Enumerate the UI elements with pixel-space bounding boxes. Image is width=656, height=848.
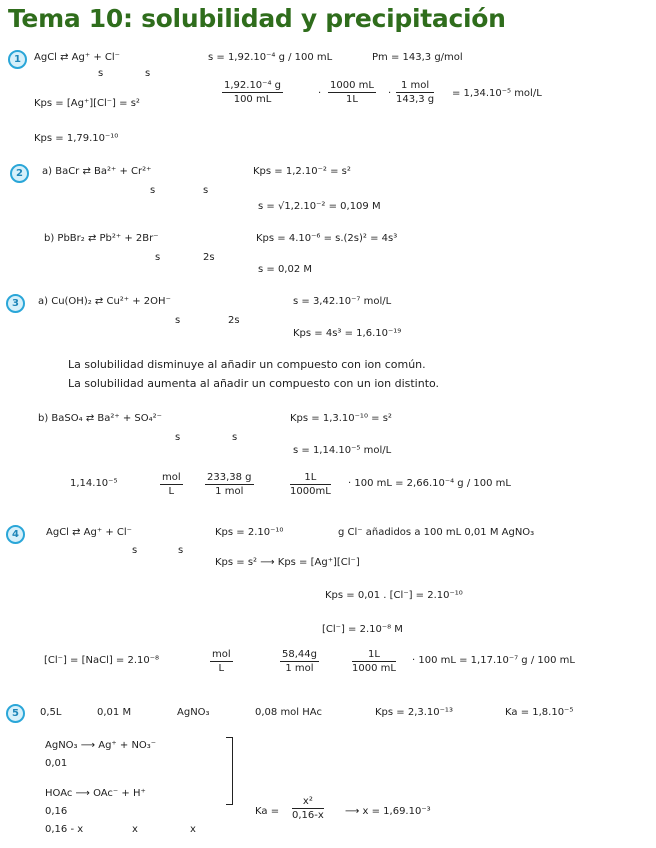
numerator: 1L (352, 649, 396, 662)
solubility: s = 3,42.10⁻⁷ mol/L (293, 296, 392, 307)
stoich: s (155, 252, 161, 263)
stoich: s (175, 432, 181, 443)
dot: · (388, 88, 392, 99)
conversion-result: · 100 mL = 2,66.10⁻⁴ g / 100 mL (348, 478, 511, 489)
numerator: 58,44g (282, 649, 317, 660)
denominator: L (168, 486, 175, 497)
fraction (210, 649, 233, 674)
reaction: HOAc ⟶ OAc⁻ + H⁺ (45, 788, 146, 799)
fraction (328, 80, 376, 105)
dot: · (318, 88, 322, 99)
kps-expression: Kps = [Ag⁺][Cl⁻] = s² (34, 98, 140, 109)
stoich: s (132, 545, 138, 556)
concentration: 0,01 (45, 758, 68, 769)
denominator: 100 mL (233, 94, 272, 105)
solubility: s = √1,2.10⁻² = 0,109 M (258, 201, 381, 212)
denominator: 1L (346, 94, 358, 105)
numerator: 1L (290, 472, 331, 485)
kps: Kps = 1,2.10⁻² = s² (253, 166, 351, 177)
fraction (292, 796, 324, 821)
denominator: 1 mol (215, 486, 244, 497)
conversion-start: [Cl⁻] = [NaCl] = 2.10⁻⁸ (44, 655, 160, 666)
stoich: s (178, 545, 184, 556)
equation: [Cl⁻] = 2.10⁻⁸ M (322, 624, 403, 635)
stoich: s (232, 432, 238, 443)
exercise-number-badge: 1 (8, 50, 27, 69)
reaction: AgNO₃ ⟶ Ag⁺ + NO₃⁻ (45, 740, 157, 751)
ka-label: Ka = (255, 806, 280, 817)
reaction: AgCl ⇄ Ag⁺ + Cl⁻ (34, 52, 120, 63)
given-kps: Kps = 2,3.10⁻¹³ (375, 707, 453, 718)
equilibrium-conc: x (190, 824, 196, 835)
exercise-number-badge: 4 (6, 525, 25, 544)
fraction (160, 472, 183, 497)
bracket (226, 737, 233, 805)
stoich: 2s (203, 252, 215, 263)
stoich: s (203, 185, 209, 196)
result: = 1,34.10⁻⁵ mol/L (452, 88, 542, 99)
fraction (280, 649, 319, 674)
denominator: 1000mL (290, 486, 331, 497)
fraction (222, 80, 283, 105)
numerator: mol (212, 649, 231, 660)
conversion-result: · 100 mL = 1,17.10⁻⁷ g / 100 mL (412, 655, 575, 666)
question: g Cl⁻ añadidos a 100 mL 0,01 M AgNO₃ (338, 527, 535, 538)
conversion-start: 1,14.10⁻⁵ (70, 478, 118, 489)
fraction (396, 80, 434, 105)
numerator: 1,92.10⁻⁴ g (224, 80, 281, 91)
equation: Kps = 0,01 . [Cl⁻] = 2.10⁻¹⁰ (325, 590, 463, 601)
fraction (290, 472, 331, 497)
given-compound: AgNO₃ (177, 707, 210, 718)
numerator: 233,38 g (207, 472, 252, 483)
reaction: a) BaCr ⇄ Ba²⁺ + Cr²⁺ (42, 166, 152, 177)
given-ka: Ka = 1,8.10⁻⁵ (505, 707, 574, 718)
page-title: Tema 10: solubilidad y precipitación (8, 4, 506, 33)
reaction: b) PbBr₂ ⇄ Pb²⁺ + 2Br⁻ (44, 233, 159, 244)
kps-value: Kps = 1,79.10⁻¹⁰ (34, 133, 119, 144)
note: La solubilidad aumenta al añadir un compuesto con un ion distinto. (68, 377, 440, 390)
numerator: mol (162, 472, 181, 483)
numerator: 1 mol (396, 80, 434, 93)
solubility: s = 1,92.10⁻⁴ g / 100 mL (208, 52, 333, 63)
kps: Kps = 4.10⁻⁶ = s.(2s)² = 4s³ (256, 233, 398, 244)
fraction (352, 649, 396, 674)
denominator: 0,16-x (292, 810, 324, 821)
note: La solubilidad disminuye al añadir un compuesto con ion común. (68, 358, 426, 371)
equilibrium-conc: 0,16 - x (45, 824, 84, 835)
kps: Kps = 2.10⁻¹⁰ (215, 527, 284, 538)
stoich: s (150, 185, 156, 196)
solubility: s = 0,02 M (258, 264, 313, 275)
stoich: s (98, 68, 104, 79)
kps: Kps = 1,3.10⁻¹⁰ = s² (290, 413, 392, 424)
fraction (205, 472, 254, 497)
given-acid: 0,08 mol HAc (255, 707, 322, 718)
reaction: b) BaSO₄ ⇄ Ba²⁺ + SO₄²⁻ (38, 413, 162, 424)
equation: Kps = s² ⟶ Kps = [Ag⁺][Cl⁻] (215, 557, 360, 568)
numerator: x² (292, 796, 324, 809)
ka-result: ⟶ x = 1,69.10⁻³ (345, 806, 431, 817)
exercise-number-badge: 5 (6, 704, 25, 723)
kps: Kps = 4s³ = 1,6.10⁻¹⁹ (293, 328, 402, 339)
given-volume: 0,5L (40, 707, 62, 718)
denominator: 1000 mL (352, 663, 396, 674)
concentration: 0,16 (45, 806, 68, 817)
stoich: s (145, 68, 151, 79)
equilibrium-conc: x (132, 824, 138, 835)
denominator: L (218, 663, 225, 674)
given-concentration: 0,01 M (97, 707, 132, 718)
stoich: s (175, 315, 181, 326)
numerator: 1000 mL (330, 80, 374, 91)
reaction: a) Cu(OH)₂ ⇄ Cu²⁺ + 2OH⁻ (38, 296, 171, 307)
reaction: AgCl ⇄ Ag⁺ + Cl⁻ (46, 527, 132, 538)
molar-mass: Pm = 143,3 g/mol (372, 52, 463, 63)
solubility: s = 1,14.10⁻⁵ mol/L (293, 445, 392, 456)
stoich: 2s (228, 315, 240, 326)
exercise-number-badge: 3 (6, 294, 25, 313)
exercise-number-badge: 2 (10, 164, 29, 183)
denominator: 143,3 g (396, 94, 435, 105)
denominator: 1 mol (285, 663, 314, 674)
